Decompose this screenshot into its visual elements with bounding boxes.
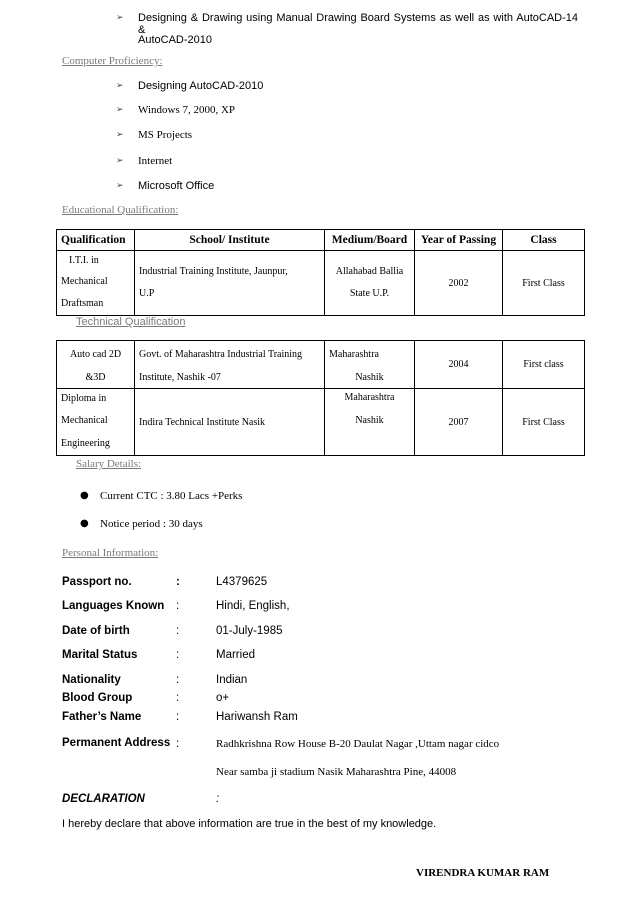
blood-group-value: o+ bbox=[216, 692, 230, 704]
class-cell: First Class bbox=[503, 251, 585, 316]
institute-cell: Indira Technical Institute Nasik bbox=[135, 389, 325, 456]
nationality-value: Indian bbox=[216, 674, 248, 686]
dob-value: 01-July-1985 bbox=[216, 625, 283, 637]
proficiency-item: Designing AutoCAD-2010 bbox=[138, 80, 264, 92]
languages-colon: : bbox=[176, 600, 180, 612]
computer-proficiency-heading: Computer Proficiency: bbox=[62, 55, 163, 67]
permanent-address-colon: : bbox=[176, 738, 180, 750]
qualification-cell: Auto cad 2D &3D bbox=[57, 341, 135, 389]
class-cell: First class bbox=[503, 341, 585, 389]
technical-qualification-heading: Technical Qualification bbox=[76, 316, 186, 328]
proficiency-item: Internet bbox=[138, 155, 173, 167]
arrow-bullet-icon: ➢ bbox=[116, 181, 124, 191]
nationality-label: Nationality bbox=[62, 674, 121, 686]
fathers-name-colon: : bbox=[176, 711, 180, 723]
technical-qualification-table bbox=[56, 340, 585, 456]
table-row bbox=[57, 341, 585, 389]
header-qualification: Qualification bbox=[57, 230, 135, 251]
fathers-name-value: Hariwansh Ram bbox=[216, 711, 298, 723]
header-class: Class bbox=[503, 230, 585, 251]
board-cell: Maharashtra Nashik bbox=[325, 341, 415, 389]
arrow-bullet-icon: ➢ bbox=[116, 105, 124, 115]
header-board: Medium/Board bbox=[325, 230, 415, 251]
salary-item: Current CTC : 3.80 Lacs +Perks bbox=[100, 490, 243, 502]
qualification-cell: I.T.I. in Mechanical Draftsman bbox=[57, 251, 135, 316]
educational-qualification-heading: Educational Qualification: bbox=[62, 204, 179, 216]
fathers-name-label: Father’s Name bbox=[62, 711, 142, 723]
passport-value: L4379625 bbox=[216, 576, 268, 588]
institute-cell: Industrial Training Institute, Jaunpur, U.P bbox=[135, 251, 325, 316]
marital-status-value: Married bbox=[216, 649, 255, 661]
arrow-bullet-icon: ➢ bbox=[116, 13, 124, 23]
header-year: Year of Passing bbox=[415, 230, 503, 251]
arrow-bullet-icon: ➢ bbox=[116, 130, 124, 140]
software-skill-line-2: AutoCAD-2010 bbox=[138, 34, 212, 46]
qualification-cell: Diploma in Mechanical Engineering bbox=[57, 389, 135, 456]
software-skill-line-1: Designing & Drawing using Manual Drawing Board Systems as well as with AutoCAD-14 & bbox=[138, 12, 578, 36]
year-cell: 2004 bbox=[415, 341, 503, 389]
declaration-text: I hereby declare that above information are true in the best of my knowledge. bbox=[62, 818, 437, 830]
educational-qualification-table bbox=[56, 229, 585, 316]
table-row bbox=[57, 251, 585, 316]
blood-group-label: Blood Group bbox=[62, 692, 133, 704]
class-cell: First Class bbox=[503, 389, 585, 456]
personal-information-heading: Personal Information: bbox=[62, 547, 159, 559]
table-header-row bbox=[57, 230, 585, 251]
salary-details-heading: Salary Details: bbox=[76, 458, 142, 470]
institute-cell: Govt. of Maharashtra Industrial Training Institute, Nashik -07 bbox=[135, 341, 325, 389]
proficiency-item: Microsoft Office bbox=[138, 180, 215, 192]
header-institute: School/ Institute bbox=[135, 230, 325, 251]
marital-status-label: Marital Status bbox=[62, 649, 138, 661]
board-cell: Maharashtra Nashik bbox=[325, 389, 415, 456]
round-bullet-icon: ● bbox=[80, 490, 89, 501]
languages-value: Hindi, English, bbox=[216, 600, 290, 612]
passport-label: Passport no. bbox=[62, 576, 132, 588]
nationality-colon: : bbox=[176, 674, 180, 686]
declaration-heading: DECLARATION bbox=[62, 793, 145, 805]
dob-colon: : bbox=[176, 625, 180, 637]
arrow-bullet-icon: ➢ bbox=[116, 156, 124, 166]
permanent-address-label: Permanent Address bbox=[62, 737, 171, 749]
year-cell: 2002 bbox=[415, 251, 503, 316]
marital-status-colon: : bbox=[176, 649, 180, 661]
board-cell: Allahabad Ballia State U.P. bbox=[325, 251, 415, 316]
salary-item: Notice period : 30 days bbox=[100, 518, 203, 530]
declaration-colon: : bbox=[216, 793, 220, 805]
languages-label: Languages Known bbox=[62, 600, 165, 612]
permanent-address-line-1: Radhkrishna Row House B-20 Daulat Nagar ,Uttam nagar cidco bbox=[216, 738, 500, 750]
table-row bbox=[57, 389, 585, 456]
proficiency-item: MS Projects bbox=[138, 129, 193, 141]
signature-name: VIRENDRA KUMAR RAM bbox=[416, 867, 550, 879]
year-cell: 2007 bbox=[415, 389, 503, 456]
round-bullet-icon: ● bbox=[80, 518, 89, 529]
proficiency-item: Windows 7, 2000, XP bbox=[138, 104, 236, 116]
passport-colon: : bbox=[176, 576, 180, 588]
permanent-address-line-2: Near samba ji stadium Nasik Maharashtra Pine, 44008 bbox=[216, 766, 457, 778]
arrow-bullet-icon: ➢ bbox=[116, 81, 124, 91]
dob-label: Date of birth bbox=[62, 625, 130, 637]
blood-group-colon: : bbox=[176, 692, 180, 704]
